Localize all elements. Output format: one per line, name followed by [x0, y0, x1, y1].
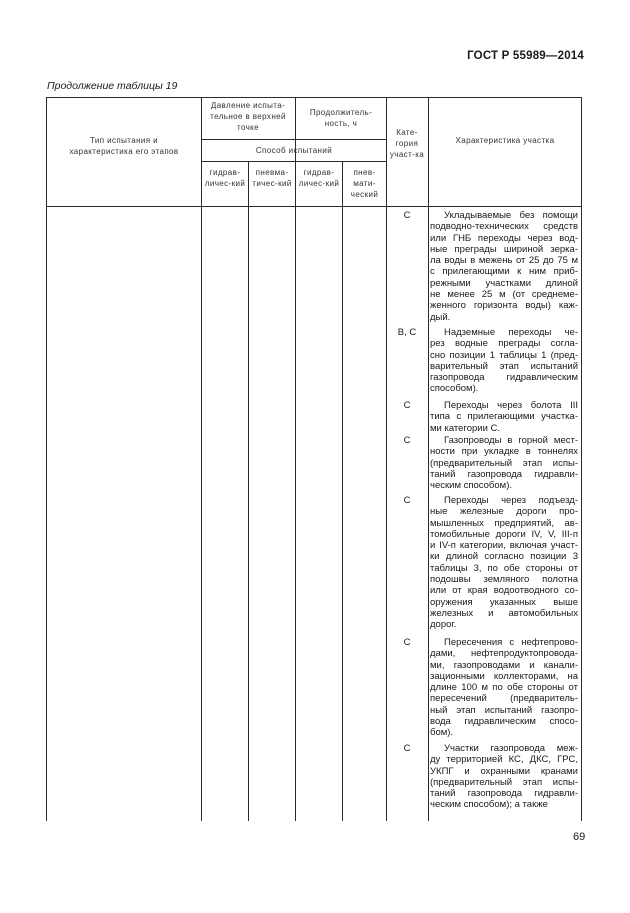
description-line: сно позиции 1 таблицы 1 (пред- [430, 349, 578, 361]
description-line: пересечений (предваритель- [430, 693, 578, 705]
description-line: Газопроводы в горной мест- [444, 435, 578, 446]
description-line: женного горизонта воды) каж- [430, 300, 578, 312]
page-number: 69 [573, 831, 586, 843]
row-category: В, С [397, 327, 417, 338]
description-line: варительный этап испытаний [430, 360, 578, 372]
row-category: С [403, 210, 411, 221]
col-divider-4 [342, 161, 343, 821]
description-line: или от края водоотводного со- [430, 585, 578, 597]
description-line: не менее 25 м (от среднеме- [430, 289, 578, 301]
description-line: Пересечения с нефтепрово- [444, 637, 578, 648]
header-section: Характеристика участка [455, 136, 555, 145]
description-line: или ГНБ переходы через вод- [430, 232, 578, 244]
header-pneumatic-2: пнев-мати-ческий [350, 168, 379, 199]
description-line: (предварительный этап испы- [430, 457, 578, 469]
description-line: вода гидравлическим спосо- [430, 716, 578, 728]
row-category: С [403, 495, 411, 506]
table-caption: Продолжение таблицы 19 [47, 80, 178, 92]
row-category: С [403, 637, 411, 648]
description-line: Укладываемые без помощи [444, 210, 578, 221]
description-line: ки длиной согласно позиции 3 [430, 551, 578, 563]
description-line: ми категории С. [430, 422, 501, 434]
description-line: типа с прилегающими участка- [430, 411, 578, 423]
table-top-border [46, 97, 582, 98]
description-line: способом). [430, 383, 479, 395]
header-duration: Продолжитель-ность, ч [309, 108, 373, 128]
description-line: Участки газопровода меж- [444, 743, 578, 754]
description-line: с прилегающими к ним приб- [430, 266, 578, 278]
header-divider-method [201, 161, 386, 162]
description-line: ду территорией КС, ДКС, ГРС, [430, 754, 578, 766]
col-divider-1 [201, 97, 202, 821]
description-line: ческим способом); а также [430, 799, 548, 811]
header-bottom-border [46, 206, 582, 207]
header-hydraulic-2: гидрав-личес-кий [298, 168, 340, 188]
description-line: Переходы через подъезд- [444, 495, 578, 506]
description-line: ности при укладке в тоннелях [430, 446, 578, 458]
description-line: Надземные переходы че- [444, 327, 578, 338]
row-description [430, 637, 578, 739]
description-line: таний газопровода гидравли- [430, 468, 578, 480]
row-description [430, 400, 578, 434]
description-line: длине 100 м по обе стороны от [430, 682, 578, 694]
description-line: бом). [430, 727, 454, 739]
row-description [430, 210, 578, 323]
description-line: ми, газопроводами и канали- [430, 659, 578, 671]
description-line: ные железные дороги про- [430, 506, 578, 518]
col-divider-3 [295, 97, 296, 821]
header-pneumatic-1: пневма-тичес-кий [252, 168, 292, 188]
document-code: ГОСТ Р 55989—2014 [467, 50, 584, 62]
description-line: ла воды в межень от 25 до 75 м [430, 255, 578, 267]
row-description [430, 327, 578, 395]
description-line: режными участками длиной [430, 277, 578, 289]
description-line: оружения указанных выше [430, 596, 578, 608]
row-description [430, 743, 578, 811]
description-line: дый. [430, 311, 451, 323]
description-line: ный этап испытаний газопро- [430, 704, 578, 716]
data-table [46, 97, 582, 821]
table-left-border [46, 97, 47, 821]
header-category: Кате-гория участ-ка [389, 128, 425, 159]
row-description [430, 495, 578, 631]
header-divider-top [201, 139, 386, 140]
description-line: и IV-п категории, включая участ- [430, 540, 578, 552]
row-category: С [403, 400, 411, 411]
description-line: ческим способом). [430, 480, 512, 492]
description-line: УКПГ и охранными кранами [430, 765, 578, 777]
description-line: железных и автомобильных [430, 607, 578, 619]
description-line: рез водные преграды согла- [430, 338, 578, 350]
row-category: С [403, 743, 411, 754]
col-divider-5 [386, 97, 387, 821]
description-line: зационными коллекторами, на [430, 670, 578, 682]
col-divider-2 [248, 161, 249, 821]
table-right-border [581, 97, 582, 821]
description-line: томобильные дороги IV, V, III-п [430, 528, 578, 540]
header-method: Способ испытаний [255, 146, 333, 155]
description-line: мышленных предприятий, ав- [430, 517, 578, 529]
description-line: газопровода гидравлическим [430, 372, 578, 384]
description-line: подводно-технических средств [430, 221, 578, 233]
header-hydraulic-1: гидрав-личес-кий [204, 168, 246, 188]
description-line: (предварительный этап испы- [430, 776, 578, 788]
header-pressure: Давление испыта-тельное в верхней точке [210, 101, 286, 132]
description-line: дорог. [430, 619, 457, 631]
col-divider-6 [428, 97, 429, 821]
header-test-type: Тип испытания и характеристика его этапов [69, 136, 179, 156]
description-line: таний газопровода гидравли- [430, 788, 578, 800]
row-description [430, 435, 578, 491]
description-line: ные преграды шириной зерка- [430, 243, 578, 255]
description-line: дами, нефтепродуктопровода- [430, 648, 578, 660]
description-line: Переходы через болота III [444, 400, 578, 411]
description-line: таблицы 3, по обе стороны от [430, 562, 578, 574]
description-line: подошвы земляного полотна [430, 574, 578, 586]
row-category: С [403, 435, 411, 446]
